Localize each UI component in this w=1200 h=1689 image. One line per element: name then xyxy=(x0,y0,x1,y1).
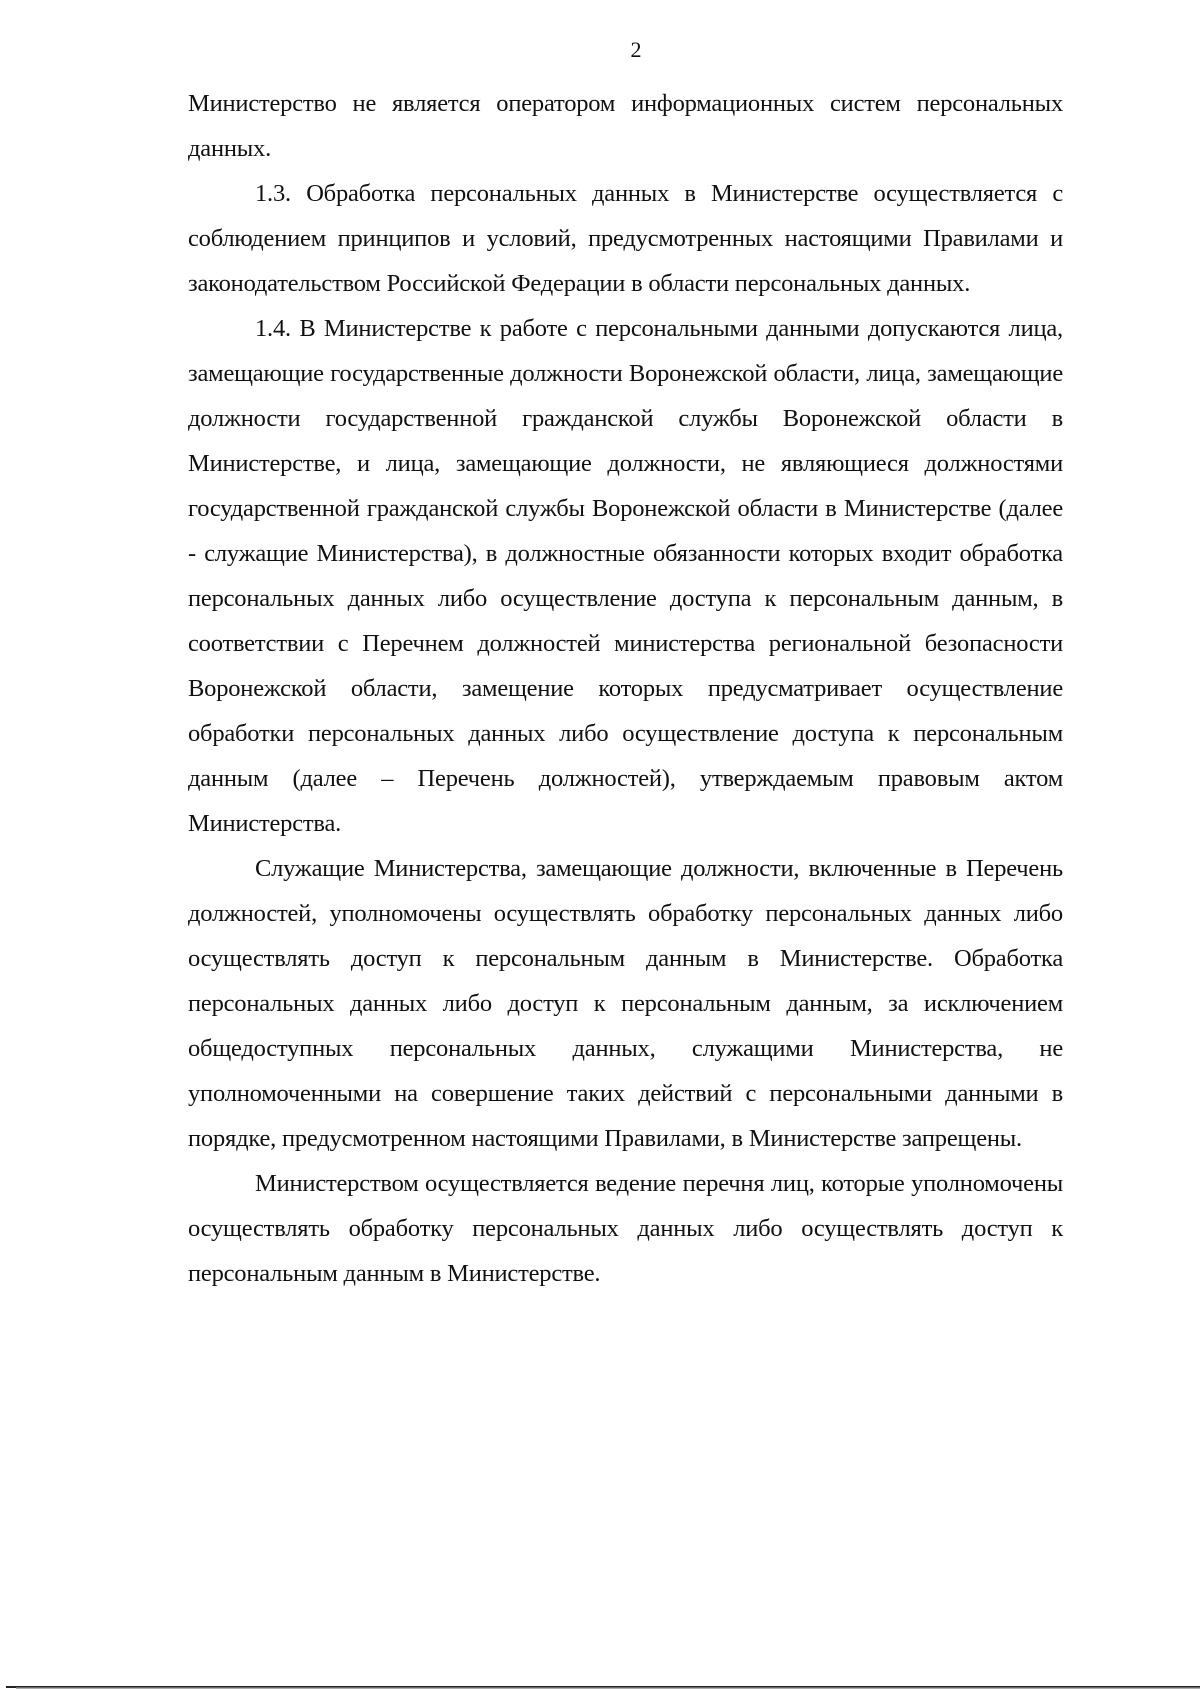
paragraph-1-4: 1.4. В Министерстве к работе с персональными данными допускаются лица, замещающие государственные должности Воронежской области, лица, замещающие должности государственной гражданской службы Воронежской области в Министерстве, и лица, замещающие должности, не являющиеся должностями государственной гражданской службы Воронежской области в Министерстве (далее - служащие Министерства), в должностные обязанности которых входит обработка персональных данных либо осуществление доступа к персональным данным, в соответствии с Перечнем должностей министерства региональной безопасности Воронежской области, замещение которых предусматривает осуществление обработки персональных данных либо осуществление доступа к персональным данным (далее – Перечень должностей), утверждаемым правовым актом Министерства. xyxy=(188,315,1063,837)
page-number: 2 xyxy=(630,37,642,62)
paragraph-authorized-employees: Служащие Министерства, замещающие должности, включенные в Перечень должностей, уполномочены осуществлять обработку персональных данных либо осуществлять доступ к персональным данным в Министерстве. Обработка персональных данных либо доступ к персональным данным, за исключением общедоступных персональных данных, служащими Министерства, не уполномоченными на совершение таких действий с персональными данными в порядке, предусмотренном настоящими Правилами, в Министерстве запрещены. xyxy=(188,855,1063,1152)
paragraph-list-maintenance: Министерством осуществляется ведение перечня лиц, которые уполномочены осуществлять обработку персональных данных либо осуществлять доступ к персональным данным в Министерстве. xyxy=(188,1170,1063,1287)
paragraph-operator-status: Министерство не является оператором информационных систем персональных данных. xyxy=(188,90,1063,162)
document-body xyxy=(188,81,1063,1296)
paragraph-1-3: 1.3. Обработка персональных данных в Министерстве осуществляется с соблюдением принципов и условий, предусмотренных настоящими Правилами и законодательством Российской Федерации в области персональных данных. xyxy=(188,180,1063,297)
